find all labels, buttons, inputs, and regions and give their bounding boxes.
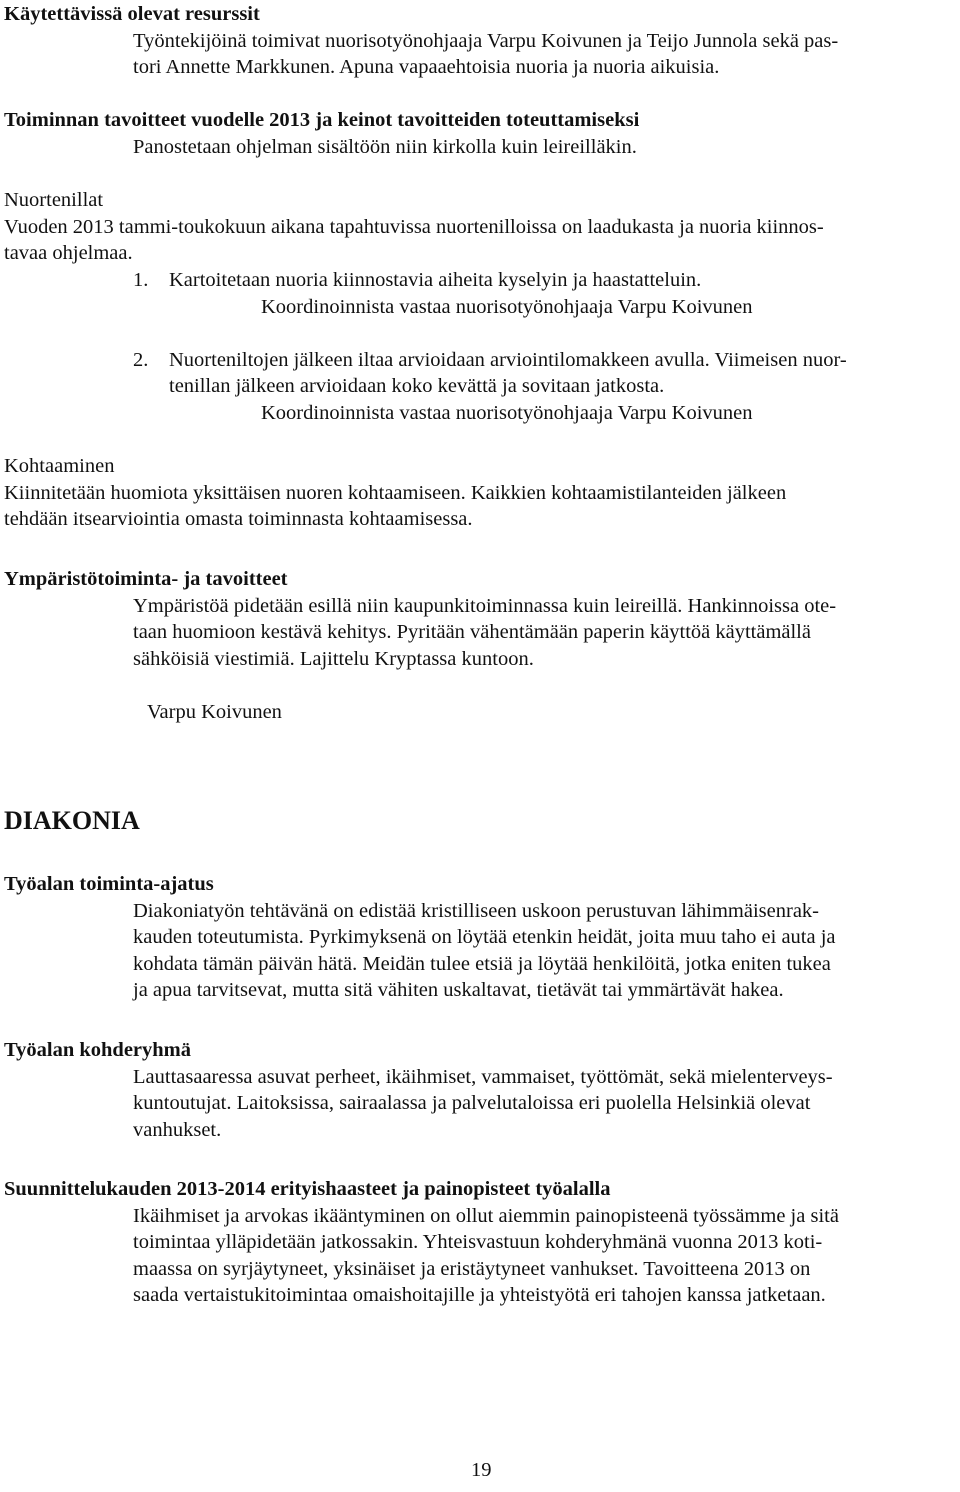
coordinator-line: Koordinoinnista vastaa nuorisotyönohjaaja Varpu Koivunen: [261, 296, 753, 318]
paragraph-line: Lauttasaaressa asuvat perheet, ikäihmiset, vammaiset, työttömät, sekä mielenterveys-: [133, 1066, 833, 1088]
paragraph-line: Vuoden 2013 tammi-toukokuun aikana tapahtuvissa nuortenilloissa on laadukasta ja nuoria kiinnos-: [4, 216, 824, 238]
paragraph-line: maassa on syrjäytyneet, yksinäiset ja eristäytyneet vanhukset. Tavoitteena 2013 on: [133, 1258, 811, 1280]
paragraph-line: Kiinnitetään huomiota yksittäisen nuoren kohtaamiseen. Kaikkien kohtaamistilanteiden jälkeen: [4, 482, 787, 504]
list-item-line: Nuorteniltojen jälkeen iltaa arvioidaan arviointilomakkeen avulla. Viimeisen nuor-: [169, 349, 847, 371]
list-item-number: 1.: [133, 269, 149, 291]
subheading-youth-evenings: Nuortenillat: [4, 189, 104, 211]
chapter-title: DIAKONIA: [4, 806, 140, 835]
paragraph-line: Diakoniatyön tehtävänä on edistää kristilliseen uskoon perustuvan lähimmäisenrak-: [133, 900, 819, 922]
paragraph-line: taan huomioon kestävä kehitys. Pyritään vähentämään paperin käyttöä käyttämällä: [133, 621, 811, 643]
list-item-number: 2.: [133, 349, 149, 371]
paragraph-line: Ikäihmiset ja arvokas ikääntyminen on ollut aiemmin painopisteenä työssämme ja sitä: [133, 1205, 839, 1227]
paragraph-line: Panostetaan ohjelman sisältöön niin kirkolla kuin leireilläkin.: [133, 136, 637, 158]
section-heading-idea: Työalan toiminta-ajatus: [4, 873, 214, 895]
paragraph-line: Työntekijöinä toimivat nuorisotyönohjaaja Varpu Koivunen ja Teijo Junnola sekä pas-: [133, 30, 839, 52]
paragraph-line: Ympäristöä pidetään esillä niin kaupunkitoiminnassa kuin leireillä. Hankinnoissa ote-: [133, 595, 837, 617]
section-heading-environment: Ympäristötoiminta- ja tavoitteet: [4, 568, 288, 590]
paragraph-line: ja apua tarvitsevat, mutta sitä vähiten uskaltavat, tietävät tai ymmärtävät hakea.: [133, 979, 784, 1001]
paragraph-line: tehdään itsearviointia omasta toiminnasta kohtaamisessa.: [4, 508, 473, 530]
section-heading-goals: Toiminnan tavoitteet vuodelle 2013 ja keinot tavoitteiden toteuttamiseksi: [4, 109, 640, 131]
section-heading-resources: Käytettävissä olevat resurssit: [4, 3, 260, 25]
signature-name: Varpu Koivunen: [147, 701, 282, 723]
paragraph-line: tori Annette Markkunen. Apuna vapaaehtoisia nuoria ja nuoria aikuisia.: [133, 56, 720, 78]
paragraph-line: kuntoutujat. Laitoksissa, sairaalassa ja palvelutaloissa eri puolella Helsinkiä olevat: [133, 1092, 811, 1114]
page-number: 19: [471, 1459, 492, 1481]
paragraph-line: saada vertaistukitoimintaa omaishoitajille ja yhteistyötä eri tahojen kanssa jatketaan.: [133, 1284, 826, 1306]
paragraph-line: kauden toteutumista. Pyrkimyksenä on löytää etenkin heidät, joita muu taho ei auta ja: [133, 926, 836, 948]
section-heading-planning: Suunnittelukauden 2013-2014 erityishaasteet ja painopisteet työalalla: [4, 1178, 611, 1200]
paragraph-line: sähköisiä viestimiä. Lajittelu Kryptassa kuntoon.: [133, 648, 534, 670]
paragraph-line: tavaa ohjelmaa.: [4, 242, 133, 264]
paragraph-line: kohdata tämän päivän hätä. Meidän tulee etsiä ja löytää henkilöitä, jotka eniten tukea: [133, 953, 831, 975]
paragraph-line: vanhukset.: [133, 1119, 222, 1141]
list-item-line: Kartoitetaan nuoria kiinnostavia aiheita kyselyin ja haastatteluin.: [169, 269, 702, 291]
subheading-encounter: Kohtaaminen: [4, 455, 115, 477]
list-item-line: tenillan jälkeen arvioidaan koko kevättä ja sovitaan jatkosta.: [169, 375, 665, 397]
paragraph-line: toimintaa ylläpidetään jatkossakin. Yhteisvastuun kohderyhmänä vuonna 2013 koti-: [133, 1231, 823, 1253]
coordinator-line: Koordinoinnista vastaa nuorisotyönohjaaja Varpu Koivunen: [261, 402, 753, 424]
section-heading-target: Työalan kohderyhmä: [4, 1039, 192, 1061]
